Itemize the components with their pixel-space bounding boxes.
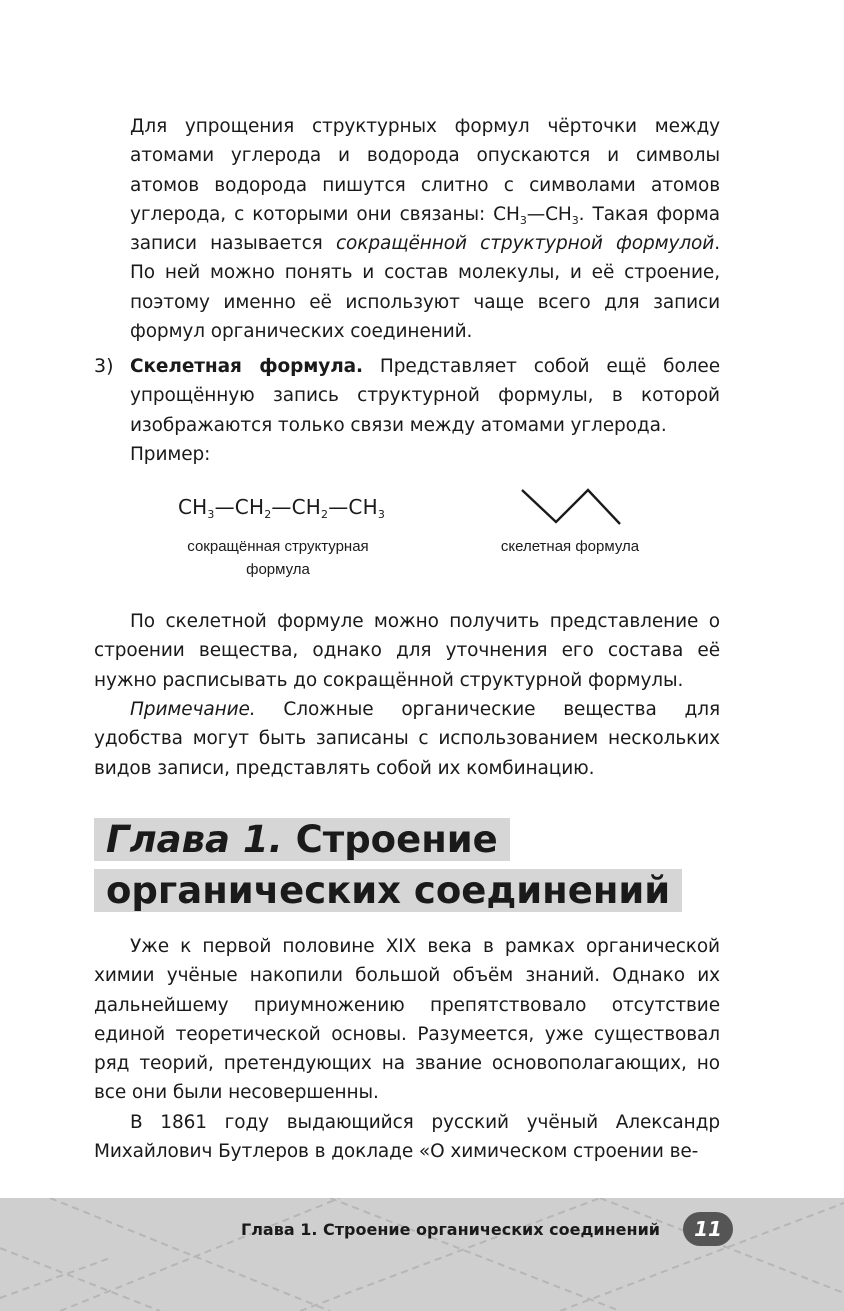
chapter-heading-line1: Глава 1. Строение	[94, 818, 510, 861]
paragraph-note: Примечание. Сложные органические вещества для удобства могут быть записаны с использованием нескольких видов записи, представлять собой их комбинацию.	[94, 699, 720, 779]
paragraph-history: Уже к первой половине XIX века в рамках органической химии учёные накопили большой объём знаний. Однако их дальнейшему приумножению препятствовало отсутствие единой теоретической основы. Разумеется, уже существовал ряд теорий, претендующих на звание основополагающих, но все они были несовершенны.	[94, 936, 720, 1104]
list-item-skeletal: Скелетная формула. Представляет собой ещё более упрощённую запись структурной формулы, в которой изображаются только связи между атомами углерода. Пример:	[130, 356, 720, 465]
paragraph-condensed-formula: Для упрощения структурных формул чёрточки между атомами углерода и водорода опускаются и символы атомов водорода пишутся слитно с символами атомов углерода, с которыми они связаны: $CH_3—CH_3$. Такая форма записи называется сокращённой структурной формулой. По ней можно понять и состав молекулы, и её строение, поэтому именно её используют чаще всего для записи формул органических соединений.	[130, 116, 721, 343]
skeletal-zigzag-line	[522, 490, 620, 524]
formula-example	[0, 486, 844, 596]
condensed-formula: $CH_3—CH_2—CH_2—CH_3$	[178, 495, 386, 521]
caption-condensed: сокращённая структурная формула	[187, 538, 369, 578]
list-marker-3: 3)	[94, 355, 114, 377]
example-label: Пример:	[130, 443, 211, 465]
chapter-heading-line2: органических соединений	[94, 869, 682, 912]
page-number-badge: 11	[683, 1212, 733, 1246]
skeletal-formula-drawing	[518, 486, 628, 528]
running-head: Глава 1. Строение органических соединений	[241, 1220, 660, 1239]
page-footer	[0, 1198, 844, 1311]
paragraph-skeletal-info: По скелетной формуле можно получить представление о строении вещества, однако для уточнения его состава её нужно расписывать до сокращённой структурной формулы.	[94, 611, 720, 691]
caption-skeletal: скелетная формула	[500, 538, 640, 555]
paragraph-butlerov: В 1861 году выдающийся русский учёный Александр Михайлович Бутлеров в докладе «О химическом строении ве-	[94, 1112, 720, 1163]
